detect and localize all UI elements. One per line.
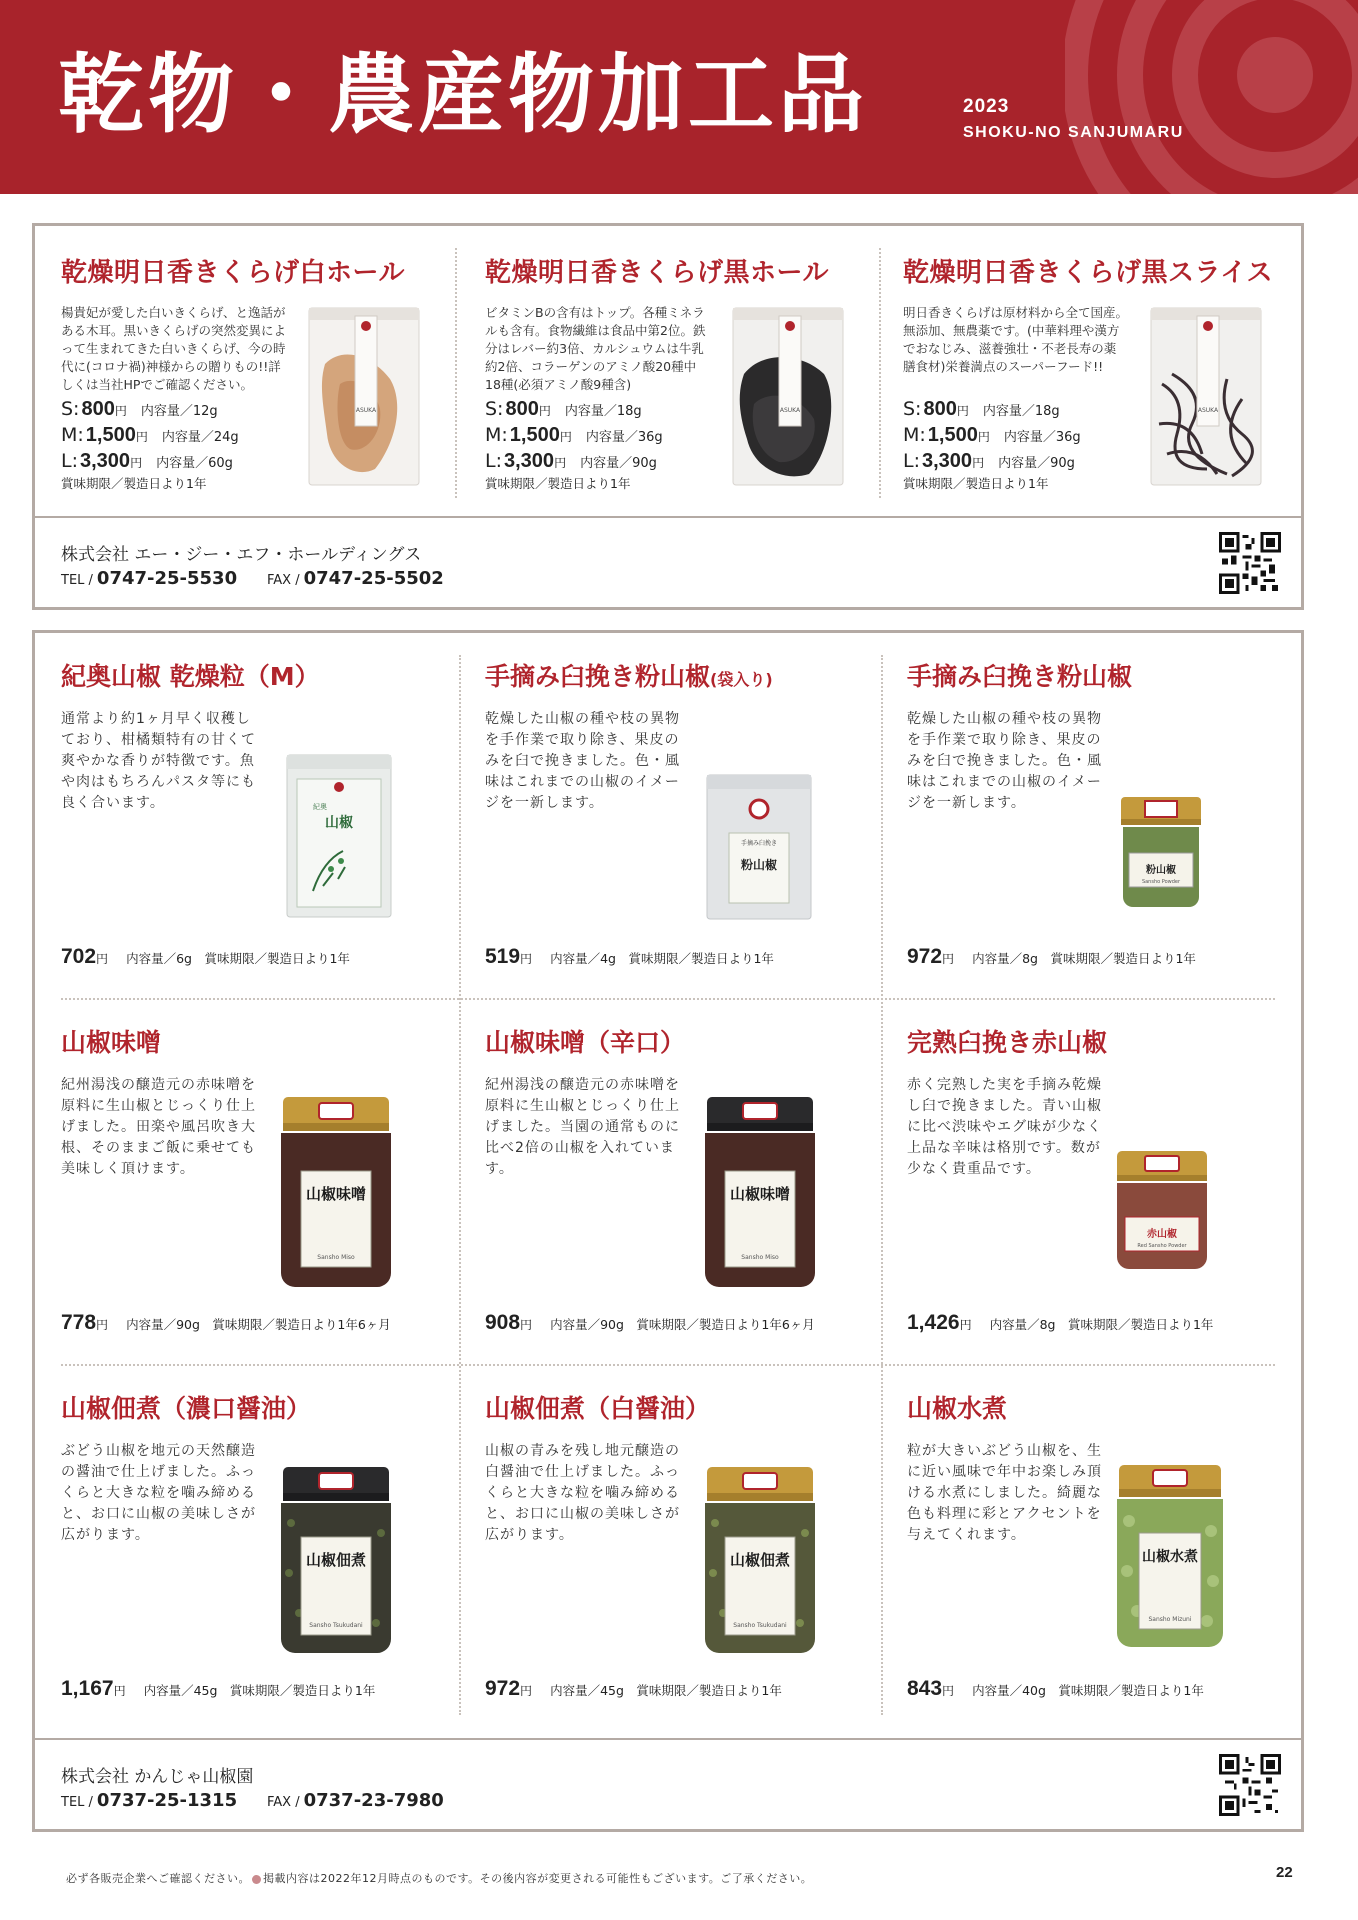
product-title: 山椒佃煮（濃口醤油） [61,1394,312,1423]
qr-code-icon[interactable] [1219,1754,1281,1816]
product-card [881,633,1305,999]
svg-text:Sansho Tsukudani: Sansho Tsukudani [733,1622,787,1629]
company-tel: TEL / 0747-25-5530 [61,568,238,589]
shelf-life: 賞味期限／製造日より1年 [485,476,631,491]
kikurage-section [32,223,1304,610]
svg-text:ASUKA: ASUKA [1197,407,1219,414]
price-row: 702円 内容量／6g 賞味期限／製造日より1年 [61,945,350,968]
sansho-tsukudani-dark-jar-image [271,1463,401,1659]
product-description: ぶどう山椒を地元の天然醸造の醤油で仕上げました。ふっくらと大きな粒を噛み締めると、お口に山椒の美味しさが広がります。 [61,1443,256,1543]
svg-text:粉山椒: 粉山椒 [1146,865,1176,876]
svg-text:山椒: 山椒 [325,815,353,831]
product-description: 山椒の青みを残し地元醸造の白醤油で仕上げました。ふっくらと大きな粒を噛み締めると、お口に山椒の美味しさが広がります。 [485,1443,680,1543]
product-card [35,633,459,999]
sansho-mizuni-jar-image [1107,1461,1233,1653]
product-card [881,999,1305,1365]
price-row: S: 800円 内容量／12g [61,398,218,420]
price-row: L: 3,300円 内容量／60g [61,450,233,472]
svg-text:Sansho Miso: Sansho Miso [741,1254,779,1261]
product-title: 手摘み臼挽き粉山椒(袋入り) [485,662,773,691]
svg-text:山椒佃煮: 山椒佃煮 [729,1551,791,1569]
product-card [459,633,883,999]
product-title: 乾燥明日香きくらげ白ホール [61,258,405,288]
qr-code-icon[interactable] [1219,532,1281,594]
company-info [35,516,1301,607]
price-row: 1,426円 内容量／8g 賞味期限／製造日より1年 [907,1311,1214,1334]
shelf-life: 賞味期限／製造日より1年 [903,476,1049,491]
product-description: ビタミンBの含有はトップ。各種ミネラルも含有。食物繊維は食品中第2位。鉄分はレバー約3倍、カルシュウムは牛乳約2倍、コラーゲンのアミノ酸20種中18種(必須アミノ酸9種含) [485,305,706,392]
product-description: 紀州湯浅の醸造元の赤味噌を原料に生山椒とじっくり仕上げました。田楽や風呂吹き大根、そのままご飯に乗せても美味しく頂けます。 [61,1077,256,1177]
svg-text:山椒水煮: 山椒水煮 [1142,1549,1198,1565]
product-description: 楊貴妃が愛した白いきくらげ、と逸話がある木耳。黒いきくらげの突然変異によって生まれてきた白いきくらげ、今の時代に(コロナ禍)神様からの贈りもの!!詳しくは当社HPでご確認ください。 [61,305,287,392]
svg-text:山椒佃煮: 山椒佃煮 [305,1551,367,1569]
sansho-section [32,630,1304,1832]
spicy-sansho-miso-jar-image [695,1093,825,1293]
price-row: 843円 内容量／40g 賞味期限／製造日より1年 [907,1677,1204,1700]
shelf-life: 賞味期限／製造日より1年 [61,476,207,491]
header-year: 2023 [963,96,1010,117]
price-row: L: 3,300円 内容量／90g [903,450,1075,472]
price-row: S: 800円 内容量／18g [485,398,642,420]
company-name: 株式会社 かんじゃ山椒園 [61,1767,254,1787]
product-description: 明日香きくらげは原材料から全て国産。無添加、無農薬です。(中華料理や漢方でおなじみ、滋養強壮・不老長寿の薬膳食材)栄養満点のスーパーフード!! [903,305,1129,374]
product-card [35,999,459,1365]
product-title: 紀奥山椒 乾燥粒（M） [61,662,320,691]
product-card [459,999,883,1365]
price-row: S: 800円 内容量／18g [903,398,1060,420]
product-description: 乾燥した山椒の種や枝の異物を手作業で取り除き、果皮のみを臼で挽きました。色・風味はこれまでの山椒のイメージを一新します。 [907,711,1102,811]
sansho-powder-jar-image [1109,793,1213,909]
page-header [0,0,1358,194]
svg-text:手摘み臼挽き: 手摘み臼挽き [740,840,778,847]
product-title: 乾燥明日香きくらげ黒ホール [485,258,829,288]
product-card [459,1365,883,1731]
product-title: 山椒味噌（辛口） [485,1028,686,1057]
price-row: M: 1,500円 内容量／36g [903,424,1081,446]
price-row: 972円 内容量／8g 賞味期限／製造日より1年 [907,945,1196,968]
concentric-rings-decoration [1065,0,1358,194]
product-title: 完熟臼挽き赤山椒 [907,1028,1108,1057]
svg-text:Red Sansho Powder: Red Sansho Powder [1137,1243,1187,1249]
product-title: 山椒佃煮（白醤油） [485,1394,711,1423]
product-title: 山椒味噌 [61,1028,162,1057]
company-fax: FAX / 0737-23-7980 [267,1790,444,1811]
product-card [881,1365,1305,1731]
column-divider [455,248,457,498]
red-sansho-jar-image [1107,1147,1217,1273]
svg-text:Sansho Miso: Sansho Miso [317,1254,355,1261]
company-name: 株式会社 エー・ジー・エフ・ホールディングス [61,545,422,565]
price-row: L: 3,300円 内容量／90g [485,450,657,472]
svg-text:ASUKA: ASUKA [779,407,801,414]
product-description: 紀州湯浅の醸造元の赤味噌を原料に生山椒とじっくり仕上げました。当園の通常ものに比べ2倍の山椒を入れています。 [485,1077,680,1177]
sliced-kikurage-bag-image [1147,304,1265,489]
product-description: 通常より約1ヶ月早く収穫しており、柑橘類特有の甘くて爽やかな香りが特徴です。魚や肉はもちろんパスタ等にも良く合います。 [61,711,256,811]
header-subtitle: SHOKU-NO SANJUMARU [963,124,1184,141]
svg-text:Sansho Tsukudani: Sansho Tsukudani [309,1622,363,1629]
sansho-tsukudani-white-jar-image [695,1463,825,1659]
svg-text:Sansho Mizuni: Sansho Mizuni [1148,1616,1192,1623]
page-number: 22 [1276,1864,1293,1881]
svg-text:粉山椒: 粉山椒 [740,858,778,872]
product-title: 乾燥明日香きくらげ黒スライス [903,258,1273,288]
footer-note: 必ず各販売企業へご確認ください。 掲載内容は2022年12月時点のものです。その後内容が変更される可能性もございます。ご了承ください。 [66,1872,813,1885]
price-row: 519円 内容量／4g 賞味期限／製造日より1年 [485,945,774,968]
product-title: 手摘み臼挽き粉山椒 [907,662,1133,691]
product-description: 赤く完熟した実を手摘み乾燥し臼で挽きました。青い山椒に比べ渋味やエグ味が少なく上品な辛味は格別です。数が少なく貴重品です。 [907,1077,1102,1177]
svg-text:ASUKA: ASUKA [355,407,377,414]
price-row: 778円 内容量／90g 賞味期限／製造日より1年6ヶ月 [61,1311,391,1334]
sansho-whole-bag-image [283,751,395,921]
product-card [877,226,1297,514]
company-info [35,1738,1301,1829]
product-description: 乾燥した山椒の種や枝の異物を手作業で取り除き、果皮のみを臼で挽きました。色・風味はこれまでの山椒のイメージを一新します。 [485,711,680,811]
price-row: 908円 内容量／90g 賞味期限／製造日より1年6ヶ月 [485,1311,815,1334]
svg-text:山椒味噌: 山椒味噌 [729,1185,791,1203]
white-kikurage-bag-image [305,304,423,489]
svg-text:紀奥: 紀奥 [313,803,327,811]
svg-text:山椒味噌: 山椒味噌 [305,1185,367,1203]
product-card [35,226,455,514]
price-row: 972円 内容量／45g 賞味期限／製造日より1年 [485,1677,782,1700]
svg-text:Sansho Powder: Sansho Powder [1141,879,1181,885]
price-row: M: 1,500円 内容量／36g [485,424,663,446]
sansho-miso-jar-image [271,1093,401,1293]
bullet-dot-icon [252,1875,261,1884]
product-card [35,1365,459,1731]
page-title: 乾物・農産物加工品 [58,45,868,145]
product-description: 粒が大きいぶどう山椒を、生に近い風味で年中お楽しみ頂ける水煮にしました。綺麗な色も料理に彩とアクセントを与えてくれます。 [907,1443,1102,1543]
product-title: 山椒水煮 [907,1394,1008,1423]
product-card [459,226,879,514]
sansho-powder-bag-image [703,771,815,923]
price-row: M: 1,500円 内容量／24g [61,424,239,446]
company-tel: TEL / 0737-25-1315 [61,1790,238,1811]
price-row: 1,167円 内容量／45g 賞味期限／製造日より1年 [61,1677,376,1700]
svg-text:赤山椒: 赤山椒 [1147,1229,1177,1240]
black-kikurage-bag-image [729,304,847,489]
company-fax: FAX / 0747-25-5502 [267,568,444,589]
